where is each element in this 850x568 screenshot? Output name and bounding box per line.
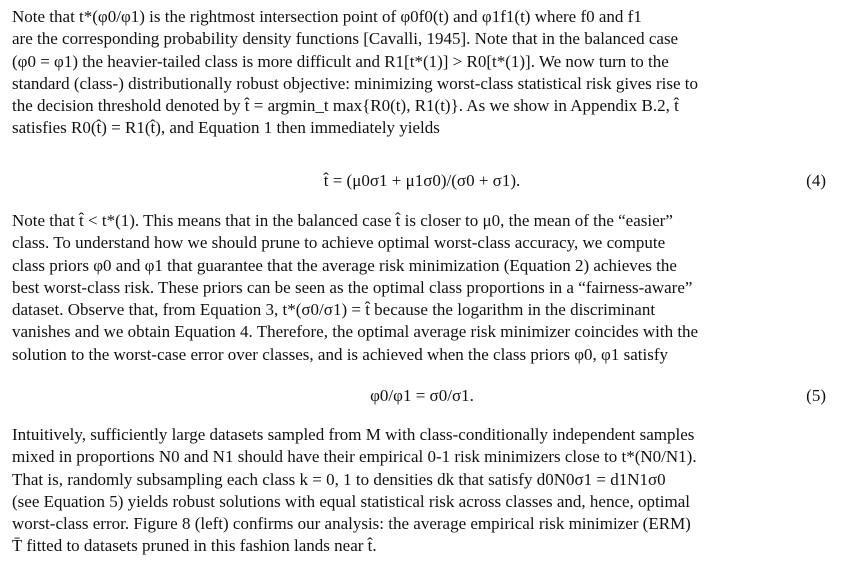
text-line: dataset. Observe that, from Equation 3, t*(σ0/σ1) = t̂ because the logarithm in the discriminant bbox=[12, 300, 656, 320]
text-line: standard (class-) distributionally robust objective: minimizing worst-class statistical risk gives rise to bbox=[12, 73, 699, 93]
paragraph-subsampling bbox=[12, 424, 832, 558]
equation-5 bbox=[12, 385, 832, 407]
text-line: (see Equation 5) yields robust solutions with equal statistical risk across classes and, hence, optimal bbox=[12, 491, 690, 511]
text-line: vanishes and we obtain Equation 4. Therefore, the optimal average risk minimizer coincides with the bbox=[12, 322, 699, 342]
text-line: T̄ fitted to datasets pruned in this fashion lands near t̂. bbox=[12, 536, 377, 556]
text-line: mixed in proportions N0 and N1 should have their empirical 0-1 risk minimizers close to t*(N0/N1). bbox=[12, 447, 697, 467]
text-line: are the corresponding probability density functions [Cavalli, 1945]. Note that in the balanced case bbox=[12, 29, 679, 49]
text-line: Note that t*(φ0/φ1) is the rightmost intersection point of φ0f0(t) and φ1f1(t) where f0 and f1 bbox=[12, 7, 642, 26]
text-line: best worst-class risk. These priors can be seen as the optimal class proportions in a “fairness-aware” bbox=[12, 277, 693, 297]
equation-4 bbox=[12, 170, 832, 192]
text-line: worst-class error. Figure 8 (left) confirms our analysis: the average empirical risk minimizer (ERM) bbox=[12, 514, 691, 534]
text-line: solution to the worst-case error over classes, and is achieved when the class priors φ0, φ1 satisfy bbox=[12, 344, 669, 364]
text-line: That is, randomly subsampling each class k = 0, 1 to densities dk that satisfy d0N0σ1 = d1N1σ0 bbox=[12, 469, 666, 489]
equation-number: (5) bbox=[806, 386, 826, 405]
text-line: class. To understand how we should prune to achieve optimal worst-class accuracy, we compute bbox=[12, 233, 666, 253]
paragraph-threshold bbox=[12, 6, 832, 140]
text-line: satisfies R0(t̂) = R1(t̂), and Equation 1 then immediately yields bbox=[12, 118, 440, 138]
text-line: the decision threshold denoted by t̂ = argmin_t max{R0(t), R1(t)}. As we show in Appendix B.2, t̂ bbox=[12, 96, 679, 116]
text-line: Note that t̂ < t*(1). This means that in the balanced case t̂ is closer to μ0, the mean of the “easier” bbox=[12, 211, 673, 230]
equation-body: φ0/φ1 = σ0/σ1. bbox=[370, 386, 474, 405]
paragraph-priors bbox=[12, 210, 832, 366]
text-line: class priors φ0 and φ1 that guarantee that the average risk minimization (Equation 2) achieves the bbox=[12, 255, 677, 275]
equation-body: t̂ = (μ0σ1 + μ1σ0)/(σ0 + σ1). bbox=[323, 171, 521, 190]
equation-number: (4) bbox=[806, 171, 826, 190]
text-line: (φ0 = φ1) the heavier-tailed class is more difficult and R1[t*(1)] > R0[t*(1)]. We now turn to the bbox=[12, 51, 669, 71]
text-line: Intuitively, sufficiently large datasets sampled from M with class-conditionally independent samples bbox=[12, 425, 695, 444]
